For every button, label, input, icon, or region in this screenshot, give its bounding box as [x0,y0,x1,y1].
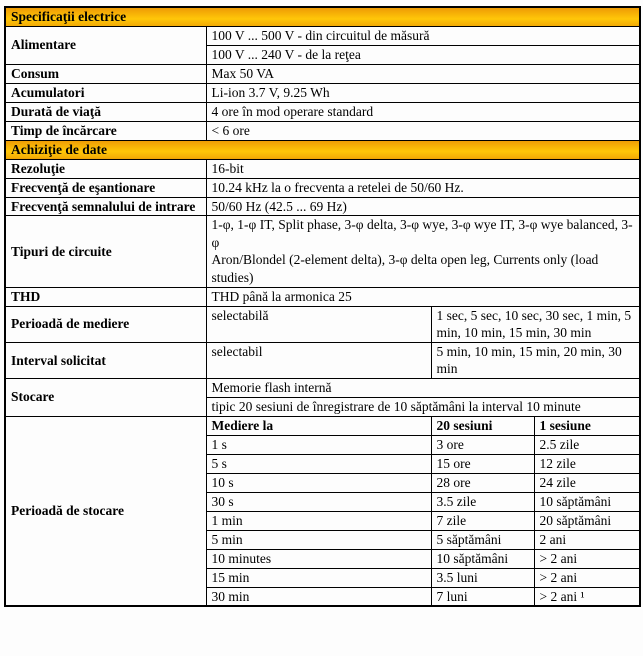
storage-cell-1s: 24 zile [534,473,640,492]
storage-cell-20s: 10 săptămâni [431,549,534,568]
row-semnal-intrare [5,197,640,216]
cell-interval-solicitat-label: Interval solicitat [5,342,206,378]
row-tipuri-circuite [5,216,640,287]
cell-semnal-intrare-value: 50/60 Hz (42.5 ... 69 Hz) [206,197,640,216]
row-thd [5,287,640,306]
cell-alimentare-value1: 100 V ... 500 V - din circuitul de măsură [206,26,640,45]
storage-cell-avg: 5 s [206,454,431,473]
cell-consum-value: Max 50 VA [206,64,640,83]
storage-cell-avg: 1 s [206,435,431,454]
storage-cell-avg: 30 s [206,492,431,511]
row-interval-solicitat [5,342,640,378]
row-consum [5,64,640,83]
cell-acumulatori-label: Acumulatori [5,83,206,102]
section-header-electrical: Specificaţii electrice [5,7,640,26]
cell-storage-col-header-20-sesiuni: 20 sesiuni [431,416,534,435]
storage-cell-1s: > 2 ani ¹ [534,587,640,606]
row-acumulatori [5,83,640,102]
storage-cell-1s: 12 zile [534,454,640,473]
storage-cell-avg: 1 min [206,511,431,530]
storage-cell-1s: > 2 ani [534,549,640,568]
cell-rezolutie-label: Rezoluţie [5,159,206,178]
storage-cell-1s: 10 săptămâni [534,492,640,511]
cell-stocare-label: Stocare [5,378,206,416]
cell-interval-solicitat-options: 5 min, 10 min, 15 min, 20 min, 30 min [431,342,640,378]
spec-table [4,6,641,607]
cell-alimentare-value2: 100 V ... 240 V - de la reţea [206,45,640,64]
storage-cell-1s: 2 ani [534,530,640,549]
row-esantionare [5,178,640,197]
row-perioada-stocare-header [5,416,640,435]
cell-storage-col-header-mediere: Mediere la [206,416,431,435]
cell-alimentare-label: Alimentare [5,26,206,64]
cell-thd-label: THD [5,287,206,306]
cell-esantionare-label: Frecvenţă de eşantionare [5,178,206,197]
section-header-acquisition: Achiziţie de date [5,140,640,159]
row-timp-incarcare [5,121,640,140]
storage-cell-20s: 3 ore [431,435,534,454]
storage-cell-20s: 28 ore [431,473,534,492]
storage-cell-20s: 7 luni [431,587,534,606]
tipuri-circuite-line1: 1-φ, 1-φ IT, Split phase, 3-φ delta, 3-φ wye, 3-φ wye IT, 3-φ wye balanced, 3-φ [211,217,633,250]
row-mediere [5,306,640,342]
cell-rezolutie-value: 16-bit [206,159,640,178]
cell-stocare-value1: Memorie flash internă [206,378,640,397]
row-stocare [5,378,640,397]
storage-cell-1s: 20 săptămâni [534,511,640,530]
tipuri-circuite-line2: Aron/Blondel (2-element delta), 3-φ delta open leg, Currents only (load studies) [211,252,599,285]
storage-cell-1s: > 2 ani [534,568,640,587]
cell-mediere-mode: selectabilă [206,306,431,342]
storage-cell-avg: 30 min [206,587,431,606]
cell-durata-viata-value: 4 ore în mod operare standard [206,102,640,121]
storage-cell-20s: 3.5 luni [431,568,534,587]
storage-cell-avg: 10 minutes [206,549,431,568]
cell-semnal-intrare-label: Frecvenţă semnalului de intrare [5,197,206,216]
storage-cell-20s: 5 săptămâni [431,530,534,549]
cell-interval-solicitat-mode: selectabil [206,342,431,378]
storage-cell-20s: 15 ore [431,454,534,473]
storage-cell-20s: 3.5 zile [431,492,534,511]
cell-mediere-label: Perioadă de mediere [5,306,206,342]
cell-esantionare-value: 10.24 kHz la o frecventa a retelei de 50/60 Hz. [206,178,640,197]
cell-perioada-stocare-label: Perioadă de stocare [5,416,206,606]
storage-cell-avg: 15 min [206,568,431,587]
cell-timp-incarcare-label: Timp de încărcare [5,121,206,140]
storage-cell-1s: 2.5 zile [534,435,640,454]
row-alimentare [5,26,640,45]
cell-stocare-value2: tipic 20 sesiuni de înregistrare de 10 săptămâni la interval 10 minute [206,397,640,416]
cell-mediere-options: 1 sec, 5 sec, 10 sec, 30 sec, 1 min, 5 min, 10 min, 15 min, 30 min [431,306,640,342]
cell-thd-value: THD până la armonica 25 [206,287,640,306]
cell-storage-col-header-1-sesiune: 1 sesiune [534,416,640,435]
cell-durata-viata-label: Durată de viaţă [5,102,206,121]
cell-timp-incarcare-value: < 6 ore [206,121,640,140]
storage-cell-20s: 7 zile [431,511,534,530]
cell-consum-label: Consum [5,64,206,83]
row-rezolutie [5,159,640,178]
cell-acumulatori-value: Li-ion 3.7 V, 9.25 Wh [206,83,640,102]
storage-cell-avg: 10 s [206,473,431,492]
cell-tipuri-circuite-value [206,216,640,287]
row-durata-viata [5,102,640,121]
storage-cell-avg: 5 min [206,530,431,549]
cell-tipuri-circuite-label: Tipuri de circuite [5,216,206,287]
